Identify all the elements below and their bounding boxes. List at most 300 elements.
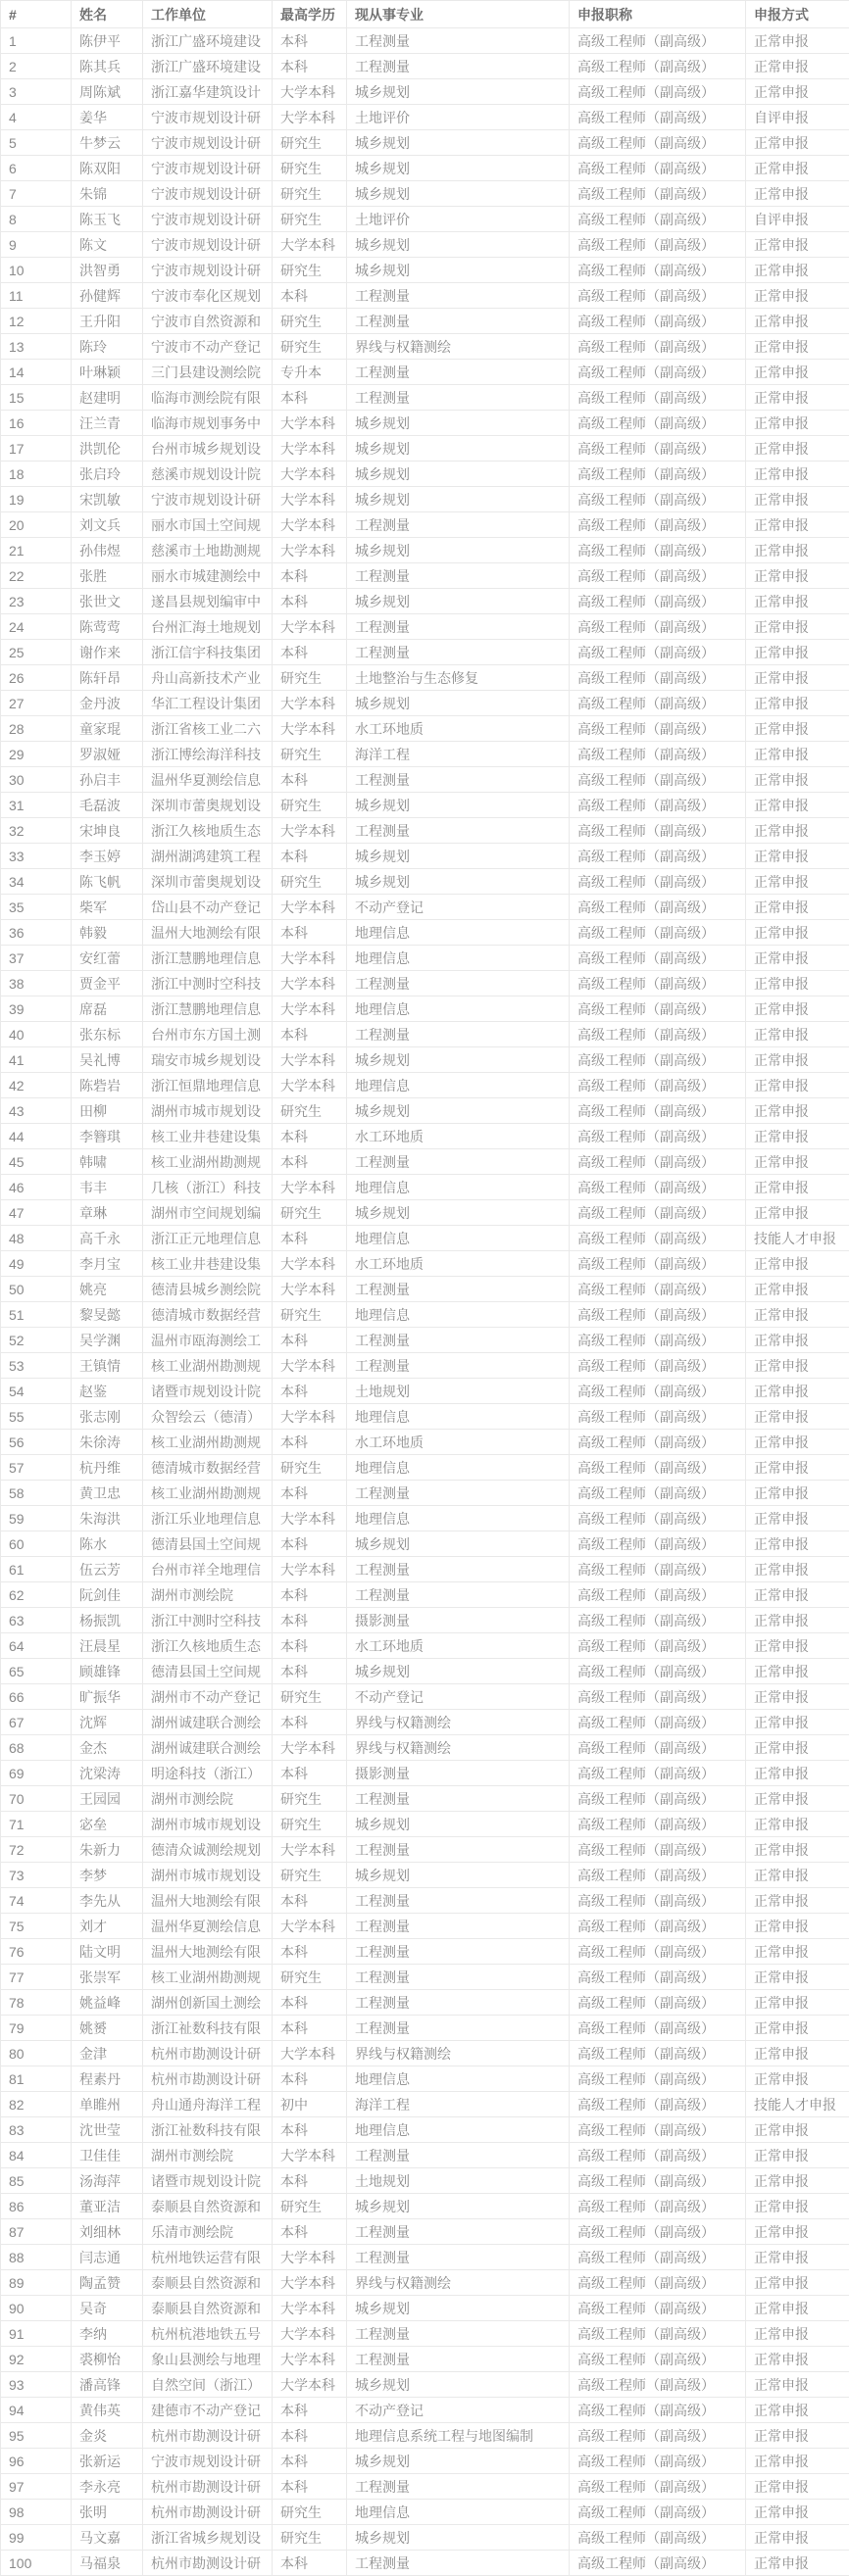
table-row	[1, 1277, 849, 1302]
cell-name: 韩啸	[72, 1149, 143, 1175]
cell-education: 大学本科	[273, 538, 347, 563]
cell-title: 高级工程师（副高级）	[570, 2016, 746, 2041]
cell-name: 金津	[72, 2041, 143, 2066]
table-row	[1, 818, 849, 844]
table-row	[1, 436, 849, 462]
cell-education: 本科	[273, 28, 347, 54]
cell-method: 正常申报	[746, 716, 849, 742]
column-header-index: #	[1, 1, 72, 28]
table-row	[1, 1481, 849, 1506]
cell-name: 李先从	[72, 1888, 143, 1914]
cell-index: 60	[1, 1531, 72, 1557]
cell-employer: 核工业湖州勘测规	[143, 1149, 273, 1175]
table-row	[1, 334, 849, 360]
table-row	[1, 971, 849, 996]
cell-education: 研究生	[273, 1786, 347, 1812]
cell-method: 正常申报	[746, 2143, 849, 2168]
cell-index: 61	[1, 1557, 72, 1582]
cell-title: 高级工程师（副高级）	[570, 691, 746, 716]
cell-name: 韦丰	[72, 1175, 143, 1200]
cell-profession: 城乡规划	[347, 487, 570, 512]
cell-title: 高级工程师（副高级）	[570, 818, 746, 844]
cell-education: 本科	[273, 563, 347, 589]
cell-profession: 地理信息	[347, 1455, 570, 1481]
cell-education: 大学本科	[273, 232, 347, 258]
cell-title: 高级工程师（副高级）	[570, 1608, 746, 1633]
table-row	[1, 1863, 849, 1888]
cell-profession: 城乡规划	[347, 1047, 570, 1073]
cell-name: 韩毅	[72, 920, 143, 946]
cell-title: 高级工程师（副高级）	[570, 487, 746, 512]
cell-title: 高级工程师（副高级）	[570, 462, 746, 487]
cell-index: 72	[1, 1837, 72, 1863]
cell-index: 91	[1, 2321, 72, 2347]
cell-title: 高级工程师（副高级）	[570, 996, 746, 1022]
cell-employer: 宁波市规划设计研	[143, 207, 273, 232]
cell-profession: 城乡规划	[347, 436, 570, 462]
cell-education: 本科	[273, 1608, 347, 1633]
cell-employer: 象山县测绘与地理	[143, 2347, 273, 2372]
cell-name: 朱新力	[72, 1837, 143, 1863]
cell-education: 本科	[273, 767, 347, 793]
cell-index: 3	[1, 79, 72, 105]
cell-education: 大学本科	[273, 2372, 347, 2398]
cell-method: 正常申报	[746, 1557, 849, 1582]
cell-title: 高级工程师（副高级）	[570, 2219, 746, 2245]
cell-method: 正常申报	[746, 1684, 849, 1710]
cell-title: 高级工程师（副高级）	[570, 1939, 746, 1965]
table-row	[1, 1124, 849, 1149]
cell-title: 高级工程师（副高级）	[570, 2347, 746, 2372]
cell-education: 本科	[273, 1481, 347, 1506]
cell-index: 21	[1, 538, 72, 563]
cell-profession: 工程测量	[347, 385, 570, 411]
cell-title: 高级工程师（副高级）	[570, 2372, 746, 2398]
cell-education: 研究生	[273, 207, 347, 232]
cell-index: 36	[1, 920, 72, 946]
cell-method: 正常申报	[746, 1277, 849, 1302]
cell-profession: 地理信息	[347, 1226, 570, 1251]
cell-profession: 土地规划	[347, 2168, 570, 2194]
cell-education: 研究生	[273, 1200, 347, 1226]
cell-title: 高级工程师（副高级）	[570, 385, 746, 411]
cell-employer: 几核（浙江）科技	[143, 1175, 273, 1200]
cell-profession: 城乡规划	[347, 869, 570, 895]
cell-index: 71	[1, 1812, 72, 1837]
cell-title: 高级工程师（副高级）	[570, 1175, 746, 1200]
cell-index: 69	[1, 1761, 72, 1786]
cell-title: 高级工程师（副高级）	[570, 1633, 746, 1659]
cell-employer: 核工业井巷建设集	[143, 1251, 273, 1277]
cell-title: 高级工程师（副高级）	[570, 1226, 746, 1251]
cell-employer: 温州华夏测绘信息	[143, 767, 273, 793]
cell-profession: 工程测量	[347, 1965, 570, 1990]
table-row	[1, 2117, 849, 2143]
cell-index: 68	[1, 1735, 72, 1761]
cell-profession: 城乡规划	[347, 1659, 570, 1684]
cell-profession: 工程测量	[347, 2016, 570, 2041]
cell-education: 研究生	[273, 258, 347, 283]
cell-profession: 海洋工程	[347, 742, 570, 767]
cell-index: 33	[1, 844, 72, 869]
table-row	[1, 1379, 849, 1404]
cell-title: 高级工程师（副高级）	[570, 1124, 746, 1149]
table-row	[1, 2372, 849, 2398]
cell-education: 大学本科	[273, 971, 347, 996]
cell-index: 40	[1, 1022, 72, 1047]
cell-employer: 湖州诚建联合测绘	[143, 1710, 273, 1735]
cell-name: 吴奇	[72, 2296, 143, 2321]
cell-employer: 浙江中测时空科技	[143, 971, 273, 996]
cell-index: 98	[1, 2500, 72, 2525]
cell-title: 高级工程师（副高级）	[570, 2500, 746, 2525]
table-row	[1, 538, 849, 563]
cell-employer: 温州市瓯海测绘工	[143, 1328, 273, 1353]
cell-index: 29	[1, 742, 72, 767]
cell-name: 陈玲	[72, 334, 143, 360]
cell-title: 高级工程师（副高级）	[570, 793, 746, 818]
cell-name: 张胜	[72, 563, 143, 589]
cell-index: 6	[1, 156, 72, 181]
cell-employer: 乐清市测绘院	[143, 2219, 273, 2245]
cell-profession: 界线与权籍测绘	[347, 2270, 570, 2296]
cell-method: 正常申报	[746, 1914, 849, 1939]
cell-title: 高级工程师（副高级）	[570, 309, 746, 334]
cell-profession: 工程测量	[347, 2219, 570, 2245]
table-row	[1, 1022, 849, 1047]
cell-index: 85	[1, 2168, 72, 2194]
cell-education: 本科	[273, 385, 347, 411]
cell-profession: 工程测量	[347, 1353, 570, 1379]
cell-employer: 杭州市勘测设计研	[143, 2474, 273, 2500]
cell-index: 80	[1, 2041, 72, 2066]
column-header-profession: 现从事专业	[347, 1, 570, 28]
table-row	[1, 2194, 849, 2219]
cell-profession: 地理信息	[347, 2066, 570, 2092]
table-row	[1, 2474, 849, 2500]
cell-index: 18	[1, 462, 72, 487]
cell-index: 99	[1, 2525, 72, 2551]
cell-name: 黄卫忠	[72, 1481, 143, 1506]
cell-education: 本科	[273, 1328, 347, 1353]
cell-title: 高级工程师（副高级）	[570, 1888, 746, 1914]
cell-education: 大学本科	[273, 2245, 347, 2270]
table-row	[1, 1888, 849, 1914]
cell-title: 高级工程师（副高级）	[570, 411, 746, 436]
cell-method: 正常申报	[746, 2525, 849, 2551]
cell-education: 研究生	[273, 130, 347, 156]
cell-name: 李永亮	[72, 2474, 143, 2500]
cell-method: 正常申报	[746, 2347, 849, 2372]
cell-method: 正常申报	[746, 1047, 849, 1073]
table-row	[1, 1582, 849, 1608]
cell-employer: 台州市城乡规划设	[143, 436, 273, 462]
cell-method: 正常申报	[746, 411, 849, 436]
cell-education: 大学本科	[273, 614, 347, 640]
cell-title: 高级工程师（副高级）	[570, 1404, 746, 1430]
cell-name: 闫志通	[72, 2245, 143, 2270]
cell-title: 高级工程师（副高级）	[570, 1582, 746, 1608]
cell-title: 高级工程师（副高级）	[570, 207, 746, 232]
cell-method: 自评申报	[746, 207, 849, 232]
cell-profession: 工程测量	[347, 28, 570, 54]
table-row	[1, 895, 849, 920]
cell-employer: 宁波市规划设计研	[143, 181, 273, 207]
cell-method: 正常申报	[746, 156, 849, 181]
table-row	[1, 1098, 849, 1124]
cell-profession: 地理信息	[347, 1175, 570, 1200]
cell-index: 63	[1, 1608, 72, 1633]
cell-employer: 浙江祉数科技有限	[143, 2016, 273, 2041]
cell-title: 高级工程师（副高级）	[570, 589, 746, 614]
cell-method: 正常申报	[746, 2194, 849, 2219]
cell-employer: 浙江信宇科技集团	[143, 640, 273, 665]
cell-name: 陈其兵	[72, 54, 143, 79]
cell-method: 正常申报	[746, 1965, 849, 1990]
cell-education: 本科	[273, 1990, 347, 2016]
table-row	[1, 2143, 849, 2168]
cell-method: 正常申报	[746, 2219, 849, 2245]
cell-method: 正常申报	[746, 79, 849, 105]
cell-education: 初中	[273, 2092, 347, 2117]
cell-education: 本科	[273, 1124, 347, 1149]
cell-name: 赵建明	[72, 385, 143, 411]
cell-education: 本科	[273, 1659, 347, 1684]
cell-profession: 土地评价	[347, 207, 570, 232]
cell-title: 高级工程师（副高级）	[570, 54, 746, 79]
cell-name: 张东标	[72, 1022, 143, 1047]
cell-profession: 城乡规划	[347, 2372, 570, 2398]
cell-title: 高级工程师（副高级）	[570, 2245, 746, 2270]
cell-index: 73	[1, 1863, 72, 1888]
table-row	[1, 487, 849, 512]
cell-method: 正常申报	[746, 895, 849, 920]
cell-title: 高级工程师（副高级）	[570, 436, 746, 462]
cell-name: 柴军	[72, 895, 143, 920]
table-row	[1, 869, 849, 895]
cell-education: 研究生	[273, 181, 347, 207]
cell-education: 本科	[273, 283, 347, 309]
cell-method: 正常申报	[746, 2551, 849, 2576]
cell-method: 正常申报	[746, 2066, 849, 2092]
table-row	[1, 793, 849, 818]
cell-index: 25	[1, 640, 72, 665]
cell-profession: 城乡规划	[347, 156, 570, 181]
cell-index: 87	[1, 2219, 72, 2245]
cell-name: 席磊	[72, 996, 143, 1022]
cell-name: 王镇情	[72, 1353, 143, 1379]
cell-education: 大学本科	[273, 1837, 347, 1863]
cell-employer: 杭州市勘测设计研	[143, 2500, 273, 2525]
cell-profession: 地理信息	[347, 2500, 570, 2525]
cell-name: 毛磊波	[72, 793, 143, 818]
cell-method: 正常申报	[746, 1761, 849, 1786]
cell-title: 高级工程师（副高级）	[570, 920, 746, 946]
cell-employer: 德清城市数据经营	[143, 1302, 273, 1328]
table-row	[1, 1328, 849, 1353]
cell-employer: 浙江久核地质生态	[143, 818, 273, 844]
cell-name: 杨振凯	[72, 1608, 143, 1633]
cell-education: 研究生	[273, 1812, 347, 1837]
cell-employer: 德清县国土空间规	[143, 1659, 273, 1684]
cell-employer: 浙江博绘海洋科技	[143, 742, 273, 767]
cell-index: 82	[1, 2092, 72, 2117]
cell-name: 张世文	[72, 589, 143, 614]
cell-title: 高级工程师（副高级）	[570, 2551, 746, 2576]
cell-method: 正常申报	[746, 2245, 849, 2270]
cell-employer: 核工业湖州勘测规	[143, 1353, 273, 1379]
cell-method: 正常申报	[746, 232, 849, 258]
cell-method: 正常申报	[746, 563, 849, 589]
cell-title: 高级工程师（副高级）	[570, 1710, 746, 1735]
cell-name: 李簪琪	[72, 1124, 143, 1149]
table-row	[1, 2296, 849, 2321]
cell-profession: 工程测量	[347, 2143, 570, 2168]
table-row	[1, 614, 849, 640]
cell-employer: 德清县国土空间规	[143, 1531, 273, 1557]
cell-method: 正常申报	[746, 360, 849, 385]
cell-name: 陈飞帆	[72, 869, 143, 895]
table-row	[1, 130, 849, 156]
cell-name: 陈砦岩	[72, 1073, 143, 1098]
cell-title: 高级工程师（副高级）	[570, 1531, 746, 1557]
cell-title: 高级工程师（副高级）	[570, 1149, 746, 1175]
cell-employer: 浙江中测时空科技	[143, 1608, 273, 1633]
cell-name: 洪凯伦	[72, 436, 143, 462]
cell-name: 孙健辉	[72, 283, 143, 309]
table-row	[1, 2423, 849, 2449]
cell-index: 11	[1, 283, 72, 309]
table-row	[1, 2041, 849, 2066]
cell-employer: 杭州市勘测设计研	[143, 2041, 273, 2066]
cell-employer: 温州大地测绘有限	[143, 920, 273, 946]
cell-education: 本科	[273, 844, 347, 869]
cell-profession: 水工环地质	[347, 1251, 570, 1277]
cell-index: 92	[1, 2347, 72, 2372]
cell-education: 大学本科	[273, 411, 347, 436]
cell-name: 杭丹维	[72, 1455, 143, 1481]
cell-education: 大学本科	[273, 2296, 347, 2321]
cell-education: 大学本科	[273, 2347, 347, 2372]
cell-title: 高级工程师（副高级）	[570, 1455, 746, 1481]
column-header-title: 申报职称	[570, 1, 746, 28]
cell-name: 罗淑娅	[72, 742, 143, 767]
cell-method: 正常申报	[746, 2270, 849, 2296]
cell-method: 正常申报	[746, 2321, 849, 2347]
cell-index: 1	[1, 28, 72, 54]
cell-education: 本科	[273, 2117, 347, 2143]
cell-title: 高级工程师（副高级）	[570, 2041, 746, 2066]
table-header-row	[1, 1, 849, 28]
cell-name: 姚亮	[72, 1277, 143, 1302]
cell-profession: 城乡规划	[347, 1863, 570, 1888]
cell-title: 高级工程师（副高级）	[570, 2117, 746, 2143]
cell-index: 12	[1, 309, 72, 334]
cell-method: 正常申报	[746, 614, 849, 640]
cell-employer: 湖州市城市规划设	[143, 1812, 273, 1837]
cell-profession: 地理信息系统工程与地图编制	[347, 2423, 570, 2449]
cell-title: 高级工程师（副高级）	[570, 1863, 746, 1888]
cell-method: 正常申报	[746, 665, 849, 691]
table-row	[1, 1531, 849, 1557]
cell-title: 高级工程师（副高级）	[570, 1761, 746, 1786]
cell-employer: 温州大地测绘有限	[143, 1888, 273, 1914]
cell-employer: 宁波市不动产登记	[143, 334, 273, 360]
cell-method: 正常申报	[746, 971, 849, 996]
cell-title: 高级工程师（副高级）	[570, 1047, 746, 1073]
cell-title: 高级工程师（副高级）	[570, 844, 746, 869]
cell-profession: 界线与权籍测绘	[347, 1710, 570, 1735]
cell-employer: 浙江省城乡规划设	[143, 2525, 273, 2551]
cell-title: 高级工程师（副高级）	[570, 105, 746, 130]
cell-method: 正常申报	[746, 742, 849, 767]
cell-method: 正常申报	[746, 2041, 849, 2066]
cell-profession: 地理信息	[347, 1404, 570, 1430]
cell-profession: 工程测量	[347, 2347, 570, 2372]
table-row	[1, 2092, 849, 2117]
cell-name: 陈文	[72, 232, 143, 258]
cell-profession: 城乡规划	[347, 793, 570, 818]
cell-method: 正常申报	[746, 1582, 849, 1608]
cell-method: 正常申报	[746, 2168, 849, 2194]
cell-education: 研究生	[273, 1455, 347, 1481]
cell-name: 刘才	[72, 1914, 143, 1939]
cell-profession: 工程测量	[347, 54, 570, 79]
cell-name: 牛梦云	[72, 130, 143, 156]
table-row	[1, 360, 849, 385]
table-row	[1, 385, 849, 411]
cell-title: 高级工程师（副高级）	[570, 181, 746, 207]
cell-employer: 诸暨市规划设计院	[143, 1379, 273, 1404]
cell-profession: 工程测量	[347, 2474, 570, 2500]
table-row	[1, 1761, 849, 1786]
cell-education: 本科	[273, 1531, 347, 1557]
cell-title: 高级工程师（副高级）	[570, 258, 746, 283]
cell-profession: 工程测量	[347, 2551, 570, 2576]
table-row	[1, 2168, 849, 2194]
cell-name: 沈梁涛	[72, 1761, 143, 1786]
cell-employer: 德清县城乡测绘院	[143, 1277, 273, 1302]
cell-education: 本科	[273, 2168, 347, 2194]
table-row	[1, 2270, 849, 2296]
cell-profession: 工程测量	[347, 1939, 570, 1965]
cell-index: 59	[1, 1506, 72, 1531]
cell-employer: 浙江慧鹏地理信息	[143, 996, 273, 1022]
table-row	[1, 716, 849, 742]
cell-method: 正常申报	[746, 1124, 849, 1149]
cell-index: 48	[1, 1226, 72, 1251]
table-row	[1, 2449, 849, 2474]
cell-education: 本科	[273, 2066, 347, 2092]
cell-index: 47	[1, 1200, 72, 1226]
cell-method: 正常申报	[746, 1430, 849, 1455]
cell-name: 张崇军	[72, 1965, 143, 1990]
cell-education: 本科	[273, 1226, 347, 1251]
cell-profession: 工程测量	[347, 309, 570, 334]
cell-index: 43	[1, 1098, 72, 1124]
cell-method: 正常申报	[746, 258, 849, 283]
cell-name: 陈玉飞	[72, 207, 143, 232]
cell-employer: 浙江乐业地理信息	[143, 1506, 273, 1531]
cell-profession: 水工环地质	[347, 1633, 570, 1659]
cell-method: 正常申报	[746, 436, 849, 462]
cell-method: 正常申报	[746, 1735, 849, 1761]
cell-method: 正常申报	[746, 1710, 849, 1735]
cell-employer: 丽水市城建测绘中	[143, 563, 273, 589]
table-row	[1, 1251, 849, 1277]
cell-profession: 不动产登记	[347, 2398, 570, 2423]
cell-method: 正常申报	[746, 1175, 849, 1200]
